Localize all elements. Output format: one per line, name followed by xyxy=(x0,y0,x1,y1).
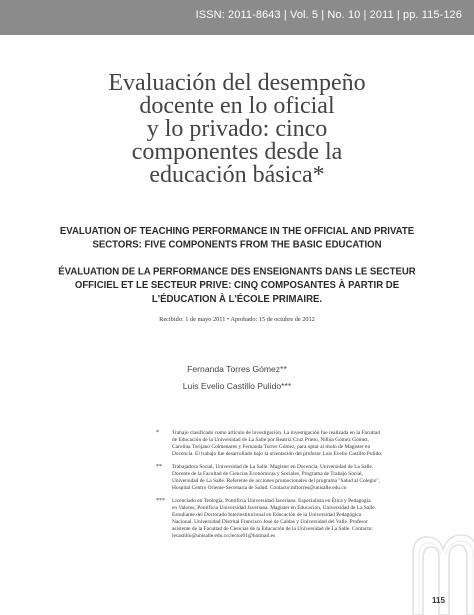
footnote-line: Licenciado en Teología, Pontificia Universidad Javeriana. Especialista en Ética y Pedagogía xyxy=(172,498,371,504)
footnotes xyxy=(156,430,416,546)
title-es-line: docente en lo oficial xyxy=(139,93,335,119)
received-approved-dates: Recibido: 1 de mayo 2011 • Aprobado: 15 de octubre de 2012 xyxy=(159,316,315,323)
footnote-mark: ** xyxy=(156,464,162,470)
footnote-line: Docencia. El trabajo fue desarrollado bajo la orientación del profesor Luis Evelio Castillo Pulido. xyxy=(172,451,383,457)
footnote-line: en Valores, Pontificia Universidad Javeriana. Magister en Educación, Universidad de La Salle. xyxy=(172,505,376,511)
footnote xyxy=(156,430,416,458)
journal-citation: ISSN: 2011-8643 | Vol. 5 | No. 10 | 2011 | pp. 115-126 xyxy=(195,9,462,21)
footnote-text xyxy=(172,464,416,492)
title-es-line: educación básica* xyxy=(149,162,325,188)
footnote-line: de Educación de la Universidad de La Salle por Beatriz Cruz Prieto, Nilbia Gómez Gómez, xyxy=(172,437,369,443)
footnote-mark: * xyxy=(156,430,159,436)
footnote-line: Docente de la Facultad de Ciencias Económicas y Sociales, Programa de Trabajo Social, xyxy=(172,471,364,477)
title-es-line: Evaluación del desempeño xyxy=(108,70,366,96)
footnote-line: Hospital Centro Oriente-Secretaria de Salud. Contacto:mftorres@unisalle.edu.co xyxy=(172,485,347,491)
article-title-spanish xyxy=(30,72,444,187)
title-en-line: EVALUATION OF TEACHING PERFORMANCE IN THE OFFICIAL AND PRIVATE xyxy=(59,225,415,237)
title-en-line: SECTORS: FIVE COMPONENTS FROM THE BASIC EDUCATION xyxy=(92,239,382,251)
author-name: Luis Evelio Castillo Pulido*** xyxy=(182,381,292,391)
footnote-line: Carolina Torijano Colmenares y Fernanda Torres Gómez, para optar al título de Magister en xyxy=(172,444,371,450)
footnote xyxy=(156,498,416,540)
title-fr-line: L'ÉDUCATION À L'ÉCOLE PRIMAIRE. xyxy=(151,293,323,305)
page-number: 115 xyxy=(432,596,445,605)
article-title-english xyxy=(30,224,444,251)
footnote-mark: *** xyxy=(156,498,165,504)
footnote-line: Nacional, Universidad Distrital Francisco José de Caldas y Universidad del Valle. Profesor xyxy=(172,519,368,525)
footnote-line: asistente de la Facultad de Ciencias de la Educación de la Universidad de La Salle. Contacto: xyxy=(172,526,373,532)
journal-header-bar xyxy=(0,0,474,35)
article-title-french xyxy=(30,265,444,306)
footnote-text xyxy=(172,498,416,540)
title-es-line: y lo privado: cinco xyxy=(146,116,328,142)
footnote-line: lecastillo@unisalle.edu.co;lector01@hotmail.es xyxy=(172,533,276,539)
footnote-line: Universidad de La Salle. Referente de acciones promocionales del programa "Salud al Colegio", xyxy=(172,478,380,484)
footnote-text xyxy=(172,430,416,458)
title-fr-line: ÉVALUATION DE LA PERFORMANCE DES ENSEIGNANTS DANS LE SECTEUR xyxy=(58,266,416,278)
title-fr-line: OFFICIEL ET LE SECTEUR PRIVE: CINQ COMPOSANTES À PARTIR DE xyxy=(74,279,400,292)
footnote-line: Estudiante del Doctorado Interinstitucional en Educación de la Universidad Pedagógica xyxy=(172,512,362,518)
footnote xyxy=(156,464,416,492)
footnote-line: Trabajo clasificado como artículo de investigación. La investigación fue realizada en la Facultad xyxy=(172,430,381,436)
author-name: Fernanda Torres Gómez** xyxy=(187,364,287,374)
title-es-line: componentes desde la xyxy=(131,139,343,165)
footnote-line: Trabajadora Social, Universidad de La Salle. Magister en Docencia, Universidad de La Salle. xyxy=(172,464,374,470)
